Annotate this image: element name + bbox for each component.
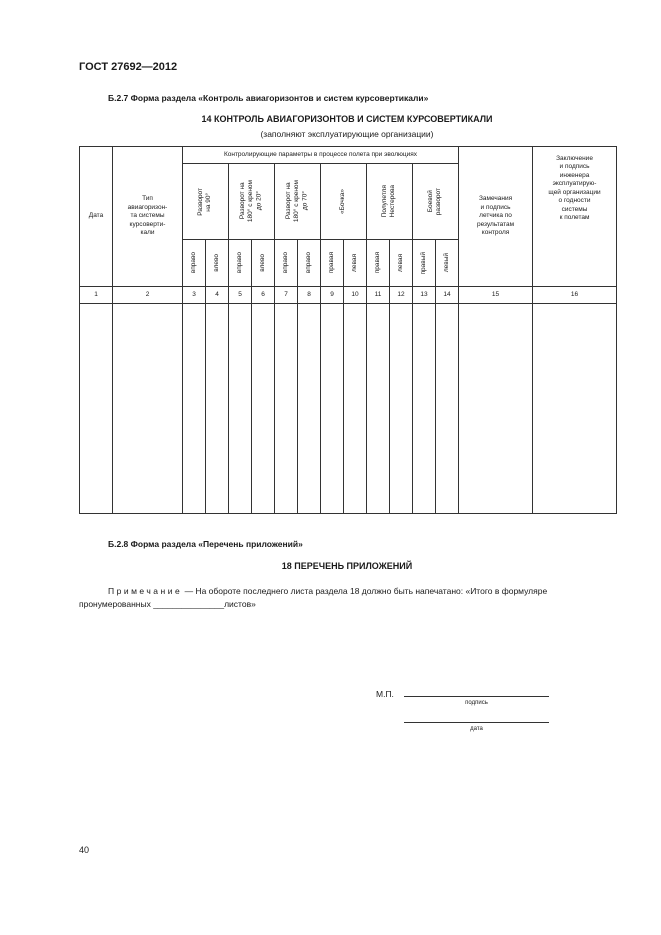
column-number: 4	[206, 287, 229, 304]
entry-cell[interactable]	[459, 304, 533, 514]
direction-label: левая	[350, 254, 358, 272]
direction-label: вправо	[189, 252, 197, 274]
column-number: 1	[80, 287, 113, 304]
entry-cell[interactable]	[298, 304, 321, 514]
param-turn-180-bank-20: Разворот на 180° с креном до 20°	[239, 180, 263, 223]
note-text: — На обороте последнего листа раздела 18 должно быть напечатано: «Итого в формуляре пронумерованных _______________листов»	[79, 586, 548, 609]
signature-line[interactable]	[404, 696, 549, 697]
entry-cell[interactable]	[229, 304, 252, 514]
direction-label: вправо	[281, 252, 289, 274]
header-date: Дата	[80, 147, 113, 287]
direction-label: правый	[419, 251, 427, 275]
entry-cell[interactable]	[367, 304, 390, 514]
entry-cell[interactable]	[344, 304, 367, 514]
param-half-loop: Полупетля Нестерова	[381, 185, 397, 218]
form-18-title: 18 ПЕРЕЧЕНЬ ПРИЛОЖЕНИЙ	[281, 561, 413, 571]
entry-cell[interactable]	[80, 304, 113, 514]
entry-cell[interactable]	[252, 304, 275, 514]
direction-label: правая	[373, 252, 381, 274]
direction-label: левая	[396, 254, 404, 272]
column-number: 9	[321, 287, 344, 304]
column-number: 11	[367, 287, 390, 304]
direction-label: правая	[327, 252, 335, 274]
column-number: 10	[344, 287, 367, 304]
column-number: 12	[390, 287, 413, 304]
entry-cell[interactable]	[436, 304, 459, 514]
param-turn-180-bank-70: Разворот на 180° с креном до 70°	[285, 180, 309, 223]
section-28-heading: Б.2.8 Форма раздела «Перечень приложений»	[108, 539, 303, 549]
column-number: 2	[113, 287, 183, 304]
control-log-table	[79, 146, 617, 514]
column-number: 14	[436, 287, 459, 304]
section-27-heading: Б.2.7 Форма раздела «Контроль авиагоризонтов и систем курсовертикали»	[108, 93, 429, 103]
entry-cell[interactable]	[321, 304, 344, 514]
standard-code: ГОСТ 27692—2012	[79, 61, 178, 73]
entry-cell[interactable]	[275, 304, 298, 514]
entry-cell[interactable]	[113, 304, 183, 514]
header-parameters-group: Контролирующие параметры в процессе полета при эволюциях	[183, 147, 459, 164]
entry-cell[interactable]	[183, 304, 206, 514]
entry-cell[interactable]	[390, 304, 413, 514]
note-paragraph	[79, 585, 614, 611]
header-type: Тип авиагоризон- та системы курсоверти- кали	[113, 147, 183, 287]
form-14-subtitle: (заполняют эксплуатирующие организации)	[260, 129, 434, 139]
column-number: 7	[275, 287, 298, 304]
direction-label: вправо	[304, 252, 312, 274]
direction-label: левый	[442, 253, 450, 273]
column-number: 3	[183, 287, 206, 304]
column-number: 16	[533, 287, 617, 304]
param-combat-turn: Боевой разворот	[427, 187, 443, 216]
param-turn-90: Разворот на 90°	[197, 187, 213, 216]
date-line[interactable]	[404, 722, 549, 723]
entry-cell[interactable]	[206, 304, 229, 514]
param-barrel-roll: «Бочка»	[339, 189, 347, 214]
direction-label: влево	[212, 254, 220, 272]
column-number: 8	[298, 287, 321, 304]
column-number: 5	[229, 287, 252, 304]
header-remarks: Замечания и подпись летчика по результатам контроля	[459, 147, 533, 287]
entry-cell[interactable]	[533, 304, 617, 514]
direction-label: влево	[258, 254, 266, 272]
direction-label: вправо	[235, 252, 243, 274]
date-caption: дата	[470, 726, 483, 732]
note-label: Примечание	[108, 586, 183, 596]
header-conclusion: Заключение и подпись инженера эксплуатирую- щей организации о годности системы к полетам	[533, 147, 617, 287]
stamp-label: М.П.	[376, 689, 394, 699]
page-number: 40	[79, 845, 90, 855]
column-number: 6	[252, 287, 275, 304]
entry-cell[interactable]	[413, 304, 436, 514]
column-number: 15	[459, 287, 533, 304]
signature-caption: подпись	[465, 700, 488, 706]
column-number: 13	[413, 287, 436, 304]
form-14-title: 14 КОНТРОЛЬ АВИАГОРИЗОНТОВ И СИСТЕМ КУРСОВЕРТИКАЛИ	[201, 114, 493, 124]
